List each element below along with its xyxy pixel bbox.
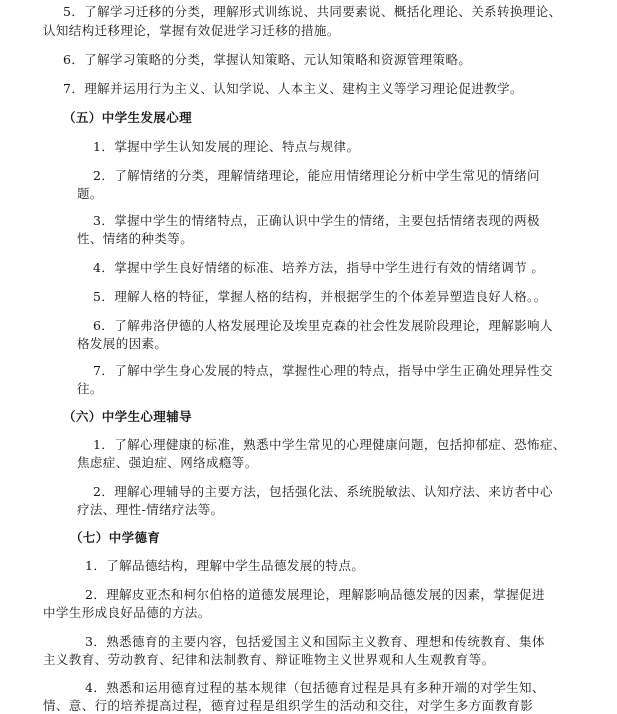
text-line: 疗法、理性-情绪疗法等。 bbox=[77, 502, 224, 517]
text-line: 6．了解学习策略的分类，掌握认知策略、元认知策略和资源管理策略。 bbox=[63, 52, 472, 67]
text-line: 主义教育、劳动教育、纪律和法制教育、辩证唯物主义世界观和人生观教育等。 bbox=[43, 652, 495, 667]
text-line: 5．了解学习迁移的分类，理解形式训练说、共同要素说、概括化理论、关系转换理论、 bbox=[63, 4, 562, 19]
text-line: 7．了解中学生身心发展的特点，掌握性心理的特点，指导中学生正确处理异性交 bbox=[93, 363, 553, 378]
text-line: 性、情绪的种类等。 bbox=[77, 231, 194, 246]
text-line: 7．理解并运用行为主义、认知学说、人本主义、建构主义等学习理论促进教学。 bbox=[63, 81, 523, 96]
text-line: 焦虑症、强迫症、网络成瘾等。 bbox=[77, 455, 258, 470]
text-line: 5．理解人格的特征，掌握人格的结构，并根据学生的个体差异塑造良好人格。。 bbox=[93, 289, 547, 304]
text-line: 1．掌握中学生认知发展的理论、特点与规律。 bbox=[93, 139, 360, 154]
text-line: 4．熟悉和运用德育过程的基本规律（包括德育过程是具有多种开端的对学生知、 bbox=[85, 680, 545, 695]
text-line: 认知结构迁移理论，掌握有效促进学习迁移的措施。 bbox=[43, 23, 340, 38]
text-line: 4．掌握中学生良好情绪的标准、培养方法，指导中学生进行有效的情绪调节 。 bbox=[93, 260, 545, 275]
text-line: 1．了解心理健康的标准，熟悉中学生常见的心理健康问题，包括抑郁症、恐怖症、 bbox=[93, 437, 566, 452]
text-line: 2．理解心理辅导的主要方法，包括强化法、系统脱敏法、认知疗法、来访者中心 bbox=[93, 484, 553, 499]
text-line: 3．熟悉德育的主要内容，包括爱国主义和国际主义教育、理想和传统教育、集体 bbox=[85, 634, 545, 649]
text-line: 2．理解皮亚杰和柯尔伯格的道德发展理论，理解影响品德发展的因素，掌握促进 bbox=[85, 587, 545, 602]
text-line: 往。 bbox=[77, 381, 103, 396]
text-line: 格发展的因素。 bbox=[77, 336, 168, 351]
text-line: 1．了解品德结构，理解中学生品德发展的特点。 bbox=[85, 558, 365, 573]
text-line: 2．了解情绪的分类，理解情绪理论，能应用情绪理论分析中学生常见的情绪问 bbox=[93, 168, 540, 183]
text-line: 6．了解弗洛伊德的人格发展理论及埃里克森的社会性发展阶段理论，理解影响人 bbox=[93, 318, 553, 333]
text-line: 题。 bbox=[77, 186, 103, 201]
text-line: 3．掌握中学生的情绪特点，正确认识中学生的情绪，主要包括情绪表现的两极 bbox=[93, 213, 540, 228]
section-heading-6: （六）中学生心理辅导 bbox=[63, 409, 193, 424]
text-line: 中学生形成良好品德的方法。 bbox=[43, 605, 211, 620]
section-heading-5: （五）中学生发展心理 bbox=[63, 110, 193, 125]
text-line: 情、意、行的培养提高过程，德育过程是组织学生的活动和交往，对学生多方面教育影 bbox=[43, 698, 534, 713]
section-heading-7: （七）中学德育 bbox=[70, 530, 161, 545]
